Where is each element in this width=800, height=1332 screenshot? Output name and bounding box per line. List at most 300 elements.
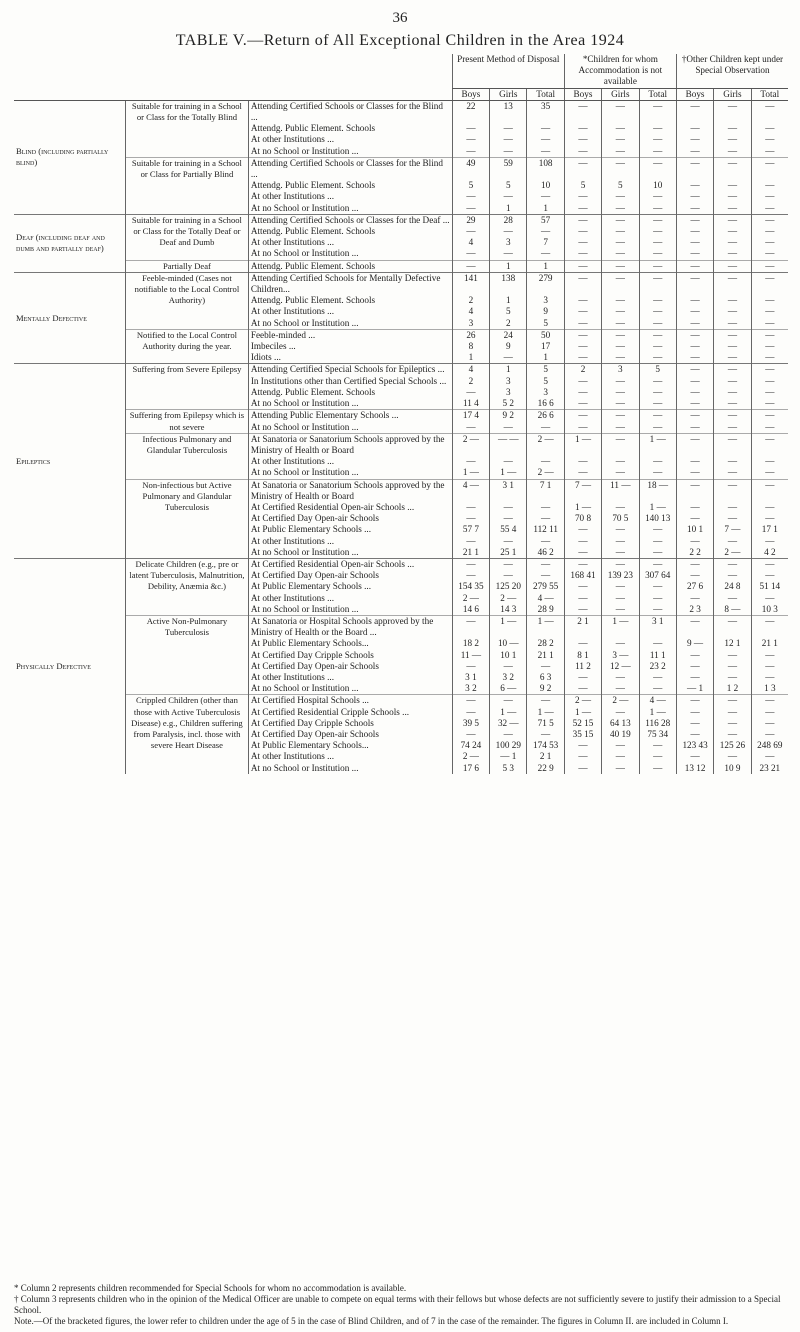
cell-value: — bbox=[676, 593, 713, 604]
cell-value: — bbox=[751, 237, 788, 248]
cell-value: — bbox=[751, 479, 788, 502]
cell-value: 1 — bbox=[564, 433, 601, 456]
cell-value: — bbox=[714, 467, 751, 479]
cell-value: 1 bbox=[490, 364, 527, 376]
cell-value: 6 3 bbox=[527, 672, 564, 683]
cell-value: — bbox=[602, 604, 639, 616]
row-label: At Public Elementary Schools... bbox=[248, 638, 452, 649]
cell-value: 125 20 bbox=[490, 581, 527, 592]
cell-value: — bbox=[490, 502, 527, 513]
cell-value: — bbox=[490, 123, 527, 134]
cell-value: — bbox=[452, 570, 489, 581]
cell-value: 7 — bbox=[714, 524, 751, 535]
cell-value: — bbox=[602, 672, 639, 683]
cell-value: — bbox=[564, 157, 601, 180]
cell-value: — bbox=[639, 203, 676, 215]
row-label: At Certified Day Open-air Schools bbox=[248, 570, 452, 581]
row-label: Attendg. Public Element. Schools bbox=[248, 387, 452, 398]
footnote-1: * Column 2 represents children recommended for Special Schools for whom no accommodation is available. bbox=[14, 1283, 407, 1293]
cell-value: — bbox=[602, 387, 639, 398]
cell-value: — bbox=[639, 740, 676, 751]
cell-value: — bbox=[676, 272, 713, 295]
cell-value: 10 9 bbox=[714, 763, 751, 774]
cell-value: — bbox=[452, 536, 489, 547]
cell-value: — bbox=[676, 751, 713, 762]
cell-value: — bbox=[751, 329, 788, 341]
cell-value: — bbox=[714, 226, 751, 237]
cell-value: 12 — bbox=[602, 661, 639, 672]
table-row bbox=[14, 329, 788, 341]
cell-value: — bbox=[676, 558, 713, 570]
subcategory-label: Partially Deaf bbox=[126, 260, 249, 272]
cell-value: — bbox=[639, 237, 676, 248]
cell-value: 57 7 bbox=[452, 524, 489, 535]
cell-value: — bbox=[676, 467, 713, 479]
cell-value: — bbox=[639, 467, 676, 479]
cell-value: — bbox=[751, 123, 788, 134]
subcategory-label: Infectious Pulmonary and Glandular Tuberculosis bbox=[126, 433, 249, 479]
cell-value: — bbox=[751, 364, 788, 376]
cell-value: — bbox=[714, 513, 751, 524]
cell-value: 248 69 bbox=[751, 740, 788, 751]
cell-value: 1 2 bbox=[714, 683, 751, 695]
cell-value: — bbox=[564, 410, 601, 422]
cell-value: 74 24 bbox=[452, 740, 489, 751]
cell-value: — bbox=[452, 203, 489, 215]
cell-value: — bbox=[602, 376, 639, 387]
cell-value: — bbox=[564, 191, 601, 202]
cell-value: 154 35 bbox=[452, 581, 489, 592]
cell-value: 2 1 bbox=[527, 751, 564, 762]
cell-value: — bbox=[751, 146, 788, 158]
cell-value: — bbox=[490, 695, 527, 707]
cell-value: — bbox=[714, 376, 751, 387]
cell-value: — bbox=[676, 456, 713, 467]
cell-value: — bbox=[564, 146, 601, 158]
subcategory-label: Suffering from Epilepsy which is not severe bbox=[126, 410, 249, 433]
cell-value: — bbox=[751, 398, 788, 410]
cell-value: 1 — bbox=[639, 433, 676, 456]
cell-value: 3 1 bbox=[452, 672, 489, 683]
row-label: At other Institutions ... bbox=[248, 593, 452, 604]
subheader-boys: Boys bbox=[452, 88, 489, 100]
cell-value: 24 8 bbox=[714, 581, 751, 592]
cell-value: — bbox=[676, 100, 713, 123]
cell-value: — bbox=[564, 536, 601, 547]
cell-value: — bbox=[639, 352, 676, 364]
cell-value: — bbox=[714, 502, 751, 513]
cell-value: — bbox=[602, 248, 639, 260]
cell-value: 5 bbox=[527, 376, 564, 387]
table-row bbox=[14, 100, 788, 123]
cell-value: — bbox=[751, 318, 788, 330]
subheader-total: Total bbox=[639, 88, 676, 100]
cell-value: 9 bbox=[490, 341, 527, 352]
cell-value: — bbox=[527, 502, 564, 513]
cell-value: — bbox=[751, 214, 788, 226]
row-label: In Institutions other than Certified Special Schools ... bbox=[248, 376, 452, 387]
cell-value: 4 — bbox=[527, 593, 564, 604]
row-label: Attendg. Public Element. Schools bbox=[248, 123, 452, 134]
row-label: Attending Certified Schools or Classes for the Blind ... bbox=[248, 100, 452, 123]
row-label: Attending Certified Schools or Classes for the Blind ... bbox=[248, 157, 452, 180]
cell-value: — bbox=[564, 260, 601, 272]
cell-value: 4 bbox=[452, 237, 489, 248]
cell-value: 46 2 bbox=[527, 547, 564, 559]
cell-value: — bbox=[714, 672, 751, 683]
cell-value: — bbox=[639, 341, 676, 352]
header-blank bbox=[14, 54, 452, 100]
header-no-accommodation: *Children for whom Accommodation is not available bbox=[564, 54, 676, 88]
cell-value: 9 — bbox=[676, 638, 713, 649]
row-label: At other Institutions ... bbox=[248, 456, 452, 467]
cell-value: 307 64 bbox=[639, 570, 676, 581]
cell-value: 70 5 bbox=[602, 513, 639, 524]
subcategory-label: Delicate Children (e.g., pre or latent Tuberculosis, Malnutrition, Debility, Anæmia &c.) bbox=[126, 558, 249, 615]
cell-value: 39 5 bbox=[452, 718, 489, 729]
cell-value: — bbox=[676, 707, 713, 718]
subcategory-label: Crippled Children (other than those with Active Tuberculosis Disease) e.g., Children suffering from Paralysis, incl. those with severe Heart Disease bbox=[126, 695, 249, 774]
cell-value: — bbox=[714, 661, 751, 672]
cell-value: — bbox=[490, 191, 527, 202]
cell-value: 5 bbox=[490, 306, 527, 317]
cell-value: — bbox=[676, 433, 713, 456]
cell-value: — bbox=[751, 615, 788, 638]
cell-value: 4 2 bbox=[751, 547, 788, 559]
cell-value: 100 29 bbox=[490, 740, 527, 751]
cell-value: 13 bbox=[490, 100, 527, 123]
cell-value: — bbox=[564, 376, 601, 387]
row-label: At other Institutions ... bbox=[248, 191, 452, 202]
cell-value: — bbox=[602, 260, 639, 272]
cell-value: 2 — bbox=[452, 593, 489, 604]
cell-value: 141 bbox=[452, 272, 489, 295]
cell-value: 2 — bbox=[452, 433, 489, 456]
row-label: Attending Public Elementary Schools ... bbox=[248, 410, 452, 422]
cell-value: — bbox=[751, 718, 788, 729]
cell-value: — bbox=[452, 661, 489, 672]
subcategory-label: Active Non-Pulmonary Tuberculosis bbox=[126, 615, 249, 694]
row-label: Idiots ... bbox=[248, 352, 452, 364]
cell-value: — bbox=[714, 295, 751, 306]
row-label: At Certified Day Open-air Schools bbox=[248, 729, 452, 740]
cell-value: — bbox=[751, 650, 788, 661]
cell-value: 3 2 bbox=[490, 672, 527, 683]
cell-value: — bbox=[751, 100, 788, 123]
cell-value: 10 bbox=[527, 180, 564, 191]
row-label: Imbeciles ... bbox=[248, 341, 452, 352]
cell-value: — bbox=[639, 157, 676, 180]
cell-value: — bbox=[751, 661, 788, 672]
cell-value: — bbox=[751, 260, 788, 272]
cell-value: 3 bbox=[527, 295, 564, 306]
cell-value: 2 1 bbox=[564, 615, 601, 638]
cell-value: 17 4 bbox=[452, 410, 489, 422]
cell-value: — bbox=[602, 707, 639, 718]
cell-value: — bbox=[452, 146, 489, 158]
cell-value: — 1 bbox=[676, 683, 713, 695]
cell-value: — bbox=[751, 248, 788, 260]
cell-value: — bbox=[751, 422, 788, 434]
footnote-2: † Column 3 represents children who in the opinion of the Medical Officer are unable to compete on equal terms with their fellows but whose defects are not sufficiently severe to justify their admission to a Special School. bbox=[14, 1294, 781, 1315]
cell-value: — bbox=[602, 226, 639, 237]
cell-value: — bbox=[564, 547, 601, 559]
table-row bbox=[14, 364, 788, 376]
row-label: At other Institutions ... bbox=[248, 536, 452, 547]
cell-value: 8 bbox=[452, 341, 489, 352]
cell-value: — bbox=[490, 661, 527, 672]
cell-value: 1 — bbox=[490, 615, 527, 638]
cell-value: 2 — bbox=[527, 433, 564, 456]
cell-value: — bbox=[527, 191, 564, 202]
row-label: At no School or Institution ... bbox=[248, 398, 452, 410]
subcategory-label: Suitable for training in a School or Class for the Totally Deaf or Deaf and Dumb bbox=[126, 214, 249, 260]
cell-value: — 1 bbox=[490, 751, 527, 762]
cell-value: — bbox=[639, 558, 676, 570]
cell-value: — bbox=[452, 513, 489, 524]
row-label: At other Institutions ... bbox=[248, 751, 452, 762]
cell-value: 17 bbox=[527, 341, 564, 352]
subcategory-label: Suitable for training in a School or Class for Partially Blind bbox=[126, 157, 249, 214]
cell-value: 21 1 bbox=[751, 638, 788, 649]
row-label: At other Institutions ... bbox=[248, 306, 452, 317]
cell-value: — bbox=[490, 570, 527, 581]
cell-value: — bbox=[452, 502, 489, 513]
exceptional-children-table bbox=[14, 54, 788, 774]
cell-value: 1 bbox=[490, 295, 527, 306]
cell-value: 3 bbox=[490, 376, 527, 387]
cell-value: — bbox=[564, 581, 601, 592]
row-label: At no School or Institution ... bbox=[248, 763, 452, 774]
cell-value: 57 bbox=[527, 214, 564, 226]
cell-value: — bbox=[751, 456, 788, 467]
cell-value: — bbox=[751, 410, 788, 422]
cell-value: — bbox=[490, 146, 527, 158]
cell-value: 7 — bbox=[564, 479, 601, 502]
row-label: At no School or Institution ... bbox=[248, 146, 452, 158]
cell-value: — bbox=[527, 536, 564, 547]
cell-value: 4 — bbox=[452, 479, 489, 502]
cell-value: 108 bbox=[527, 157, 564, 180]
row-label: Attendg. Public Element. Schools bbox=[248, 260, 452, 272]
cell-value: — bbox=[602, 318, 639, 330]
row-label: At no School or Institution ... bbox=[248, 203, 452, 215]
cell-value: — bbox=[564, 740, 601, 751]
table-row bbox=[14, 214, 788, 226]
cell-value: 9 bbox=[527, 306, 564, 317]
cell-value: — bbox=[564, 638, 601, 649]
cell-value: — bbox=[490, 352, 527, 364]
cell-value: — bbox=[639, 604, 676, 616]
cell-value: — bbox=[490, 456, 527, 467]
cell-value: 2 — bbox=[564, 695, 601, 707]
row-label: At Certified Hospital Schools ... bbox=[248, 695, 452, 707]
cell-value: — bbox=[602, 272, 639, 295]
cell-value: 35 bbox=[527, 100, 564, 123]
cell-value: — bbox=[676, 536, 713, 547]
cell-value: — bbox=[714, 134, 751, 145]
table-row bbox=[14, 695, 788, 707]
cell-value: 5 bbox=[639, 364, 676, 376]
cell-value: — bbox=[639, 329, 676, 341]
cell-value: — bbox=[676, 214, 713, 226]
cell-value: — bbox=[527, 123, 564, 134]
cell-value: — bbox=[751, 513, 788, 524]
cell-value: — bbox=[527, 661, 564, 672]
cell-value: 1 — bbox=[564, 502, 601, 513]
cell-value: — bbox=[602, 422, 639, 434]
cell-value: — bbox=[714, 329, 751, 341]
row-label: Attending Certified Schools or Classes for the Deaf ... bbox=[248, 214, 452, 226]
cell-value: — bbox=[602, 456, 639, 467]
cell-value: — bbox=[639, 672, 676, 683]
cell-value: 3 bbox=[490, 237, 527, 248]
cell-value: 11 — bbox=[602, 479, 639, 502]
cell-value: — bbox=[639, 376, 676, 387]
cell-value: — bbox=[602, 123, 639, 134]
cell-value: 3 bbox=[602, 364, 639, 376]
cell-value: — bbox=[714, 100, 751, 123]
row-label: At other Institutions ... bbox=[248, 672, 452, 683]
cell-value: — bbox=[452, 707, 489, 718]
cell-value: — bbox=[676, 422, 713, 434]
row-label: At Certified Residential Open-air Schools ... bbox=[248, 558, 452, 570]
cell-value: — bbox=[676, 513, 713, 524]
cell-value: 1 — bbox=[490, 467, 527, 479]
row-label: Attendg. Public Element. Schools bbox=[248, 226, 452, 237]
cell-value: 3 bbox=[452, 318, 489, 330]
cell-value: — bbox=[564, 341, 601, 352]
cell-value: 22 bbox=[452, 100, 489, 123]
cell-value: — bbox=[564, 467, 601, 479]
cell-value: — bbox=[676, 329, 713, 341]
row-label: Attending Certified Schools for Mentally Defective Children... bbox=[248, 272, 452, 295]
cell-value: 2 — bbox=[714, 547, 751, 559]
cell-value: — bbox=[564, 558, 601, 570]
cell-value: — bbox=[714, 318, 751, 330]
cell-value: 1 bbox=[527, 203, 564, 215]
cell-value: — bbox=[714, 180, 751, 191]
cell-value: 35 15 bbox=[564, 729, 601, 740]
cell-value: — bbox=[452, 456, 489, 467]
cell-value: 1 — bbox=[527, 707, 564, 718]
cell-value: — bbox=[639, 123, 676, 134]
cell-value: — bbox=[676, 672, 713, 683]
cell-value: — bbox=[714, 237, 751, 248]
table-row bbox=[14, 558, 788, 570]
cell-value: — bbox=[714, 707, 751, 718]
cell-value: — bbox=[714, 203, 751, 215]
table-row bbox=[14, 615, 788, 638]
cell-value: — bbox=[751, 570, 788, 581]
cell-value: — bbox=[490, 422, 527, 434]
cell-value: — bbox=[602, 502, 639, 513]
cell-value: 168 41 bbox=[564, 570, 601, 581]
cell-value: — bbox=[564, 387, 601, 398]
cell-value: — bbox=[527, 146, 564, 158]
cell-value: — bbox=[751, 180, 788, 191]
cell-value: — bbox=[714, 272, 751, 295]
page-number: 36 bbox=[392, 10, 408, 26]
cell-value: 1 — bbox=[639, 502, 676, 513]
cell-value: — bbox=[639, 318, 676, 330]
cell-value: — bbox=[714, 306, 751, 317]
cell-value: — bbox=[714, 695, 751, 707]
cell-value: — bbox=[527, 248, 564, 260]
row-label: Attending Certified Special Schools for Epileptics ... bbox=[248, 364, 452, 376]
cell-value: — bbox=[602, 157, 639, 180]
table-title: TABLE V.—Return of All Exceptional Children in the Area 1924 bbox=[175, 32, 625, 49]
cell-value: — bbox=[751, 707, 788, 718]
cell-value: — bbox=[452, 729, 489, 740]
cell-value: — bbox=[714, 260, 751, 272]
cell-value: 5 bbox=[490, 180, 527, 191]
cell-value: 1 — bbox=[639, 707, 676, 718]
cell-value: — bbox=[564, 203, 601, 215]
cell-value: — bbox=[602, 306, 639, 317]
cell-value: 1 — bbox=[602, 615, 639, 638]
cell-value: — bbox=[564, 100, 601, 123]
cell-value: — bbox=[602, 751, 639, 762]
cell-value: — bbox=[676, 203, 713, 215]
cell-value: — bbox=[452, 260, 489, 272]
cell-value: — bbox=[639, 272, 676, 295]
cell-value: 23 21 bbox=[751, 763, 788, 774]
cell-value: — bbox=[676, 479, 713, 502]
cell-value: 3 bbox=[527, 387, 564, 398]
cell-value: — bbox=[602, 581, 639, 592]
cell-value: — bbox=[751, 203, 788, 215]
cell-value: 50 bbox=[527, 329, 564, 341]
cell-value: 138 bbox=[490, 272, 527, 295]
cell-value: — bbox=[564, 751, 601, 762]
cell-value: — bbox=[676, 306, 713, 317]
cell-value: 8 — bbox=[714, 604, 751, 616]
cell-value: — bbox=[564, 524, 601, 535]
cell-value: — bbox=[602, 547, 639, 559]
cell-value: 139 23 bbox=[602, 570, 639, 581]
cell-value: — bbox=[527, 226, 564, 237]
cell-value: 2 — bbox=[490, 593, 527, 604]
cell-value: 1 3 bbox=[751, 683, 788, 695]
cell-value: — bbox=[602, 763, 639, 774]
cell-value: — bbox=[714, 650, 751, 661]
cell-value: — bbox=[714, 422, 751, 434]
cell-value: — bbox=[751, 376, 788, 387]
cell-value: 3 1 bbox=[490, 479, 527, 502]
cell-value: — bbox=[751, 272, 788, 295]
cell-value: 40 19 bbox=[602, 729, 639, 740]
cell-value: — bbox=[676, 146, 713, 158]
cell-value: — bbox=[564, 604, 601, 616]
cell-value: 21 1 bbox=[527, 650, 564, 661]
category-label: Epileptics bbox=[14, 364, 126, 558]
row-label: At no School or Institution ... bbox=[248, 604, 452, 616]
cell-value: 51 14 bbox=[751, 581, 788, 592]
cell-value: — bbox=[452, 558, 489, 570]
cell-value: — bbox=[639, 581, 676, 592]
cell-value: — bbox=[751, 593, 788, 604]
cell-value: 123 43 bbox=[676, 740, 713, 751]
cell-value: — bbox=[490, 226, 527, 237]
cell-value: — bbox=[714, 352, 751, 364]
cell-value: — bbox=[676, 191, 713, 202]
cell-value: — bbox=[564, 226, 601, 237]
cell-value: — bbox=[602, 638, 639, 649]
row-label: Attendg. Public Element. Schools bbox=[248, 180, 452, 191]
cell-value: 174 53 bbox=[527, 740, 564, 751]
subcategory-label: Feeble-minded (Cases not notifiable to the Local Control Authority) bbox=[126, 272, 249, 329]
